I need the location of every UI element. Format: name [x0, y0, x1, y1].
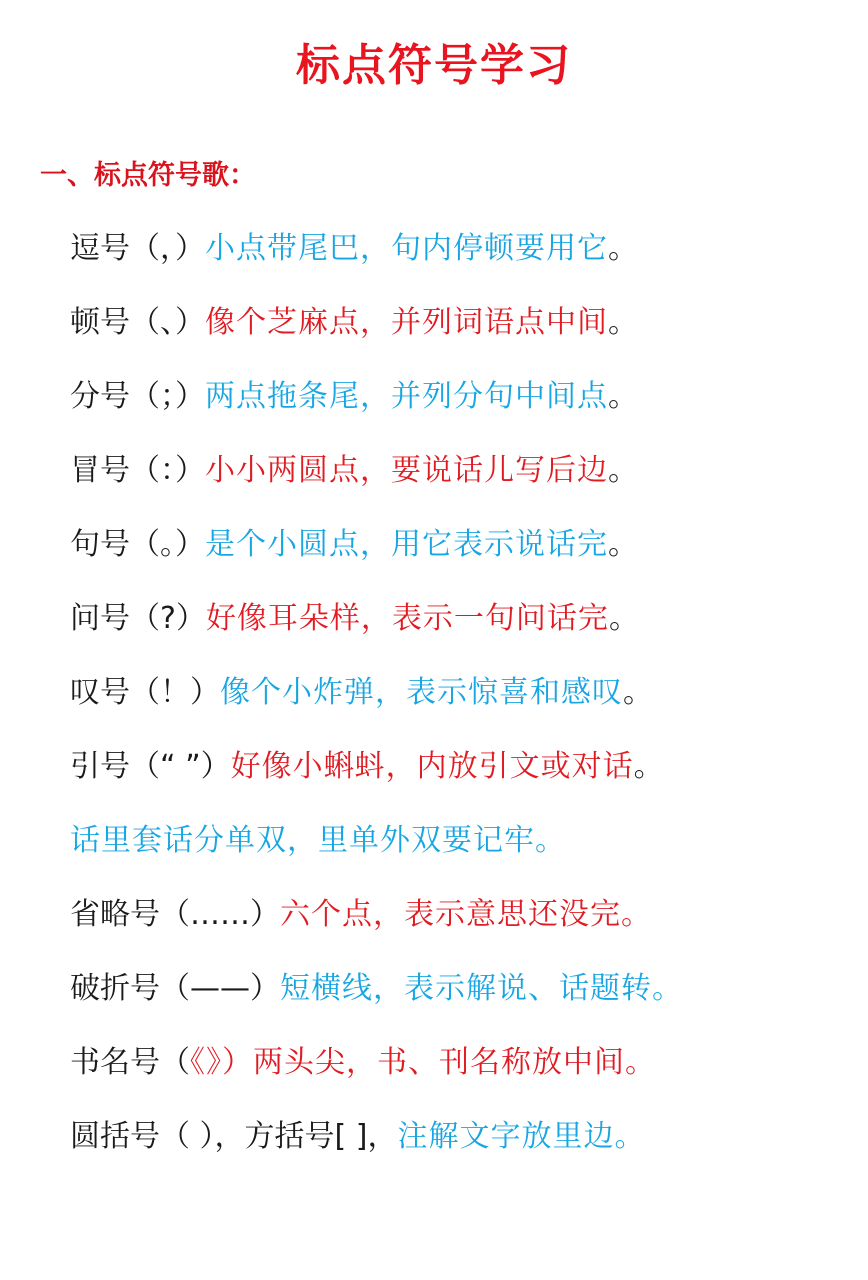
line-quotation-rule	[70, 819, 850, 893]
punct-desc: 小点带尾巴，句内停顿要用它	[205, 231, 608, 266]
punct-desc: 小小两圆点，要说话儿写后边	[205, 453, 608, 488]
punct-desc: 短横线，表示解说、话题转	[280, 971, 652, 1006]
punct-desc: 是个小圆点，用它表示说话完	[205, 527, 608, 562]
punct-desc: 话里套话分单双，里单外双要记牢	[70, 823, 535, 858]
period-mark: 。	[614, 1119, 646, 1154]
period-mark: 。	[633, 749, 664, 784]
punct-name: 省略号（……）	[70, 897, 280, 932]
line-title-marks	[70, 1041, 850, 1115]
line-semicolon	[70, 375, 850, 449]
period-mark: 。	[608, 601, 639, 636]
punct-desc: 六个点，表示意思还没完	[280, 897, 621, 932]
punct-name: 逗号（，）	[70, 231, 205, 266]
punct-name: 叹号（！）	[70, 675, 220, 710]
line-brackets	[70, 1115, 850, 1189]
period-mark: 。	[625, 1045, 656, 1080]
punct-name: 书名号（	[70, 1045, 190, 1080]
punct-desc: 像个芝麻点，并列词语点中间	[205, 305, 608, 340]
line-quotation	[70, 745, 850, 819]
punct-name: 圆括号（ ），方括号[ ]，	[70, 1119, 398, 1154]
punct-name: 破折号（——）	[70, 971, 280, 1006]
line-enumeration-comma	[70, 301, 850, 375]
section-heading: 一、标点符号歌：	[40, 160, 256, 191]
period-mark: 。	[623, 675, 653, 710]
period-mark: 。	[621, 897, 652, 932]
line-exclamation	[70, 671, 850, 745]
punct-desc: 像个小炸弹，表示惊喜和感叹	[220, 675, 623, 710]
punct-name: 分号（；）	[70, 379, 205, 414]
song-lines	[70, 227, 850, 1189]
punct-desc: 注解文字放里边	[397, 1119, 615, 1154]
punct-desc: 《》）两头尖，书、刊名称放中间	[190, 1045, 625, 1080]
line-period	[70, 523, 850, 597]
line-colon	[70, 449, 850, 523]
line-ellipsis	[70, 893, 850, 967]
line-question-mark	[70, 597, 850, 671]
period-mark: 。	[608, 305, 638, 340]
punct-name: 冒号（：）	[70, 453, 205, 488]
punct-name: 顿号（、）	[70, 305, 205, 340]
period-mark: 。	[608, 453, 638, 488]
punct-desc: 两点拖条尾，并列分句中间点	[205, 379, 608, 414]
punct-desc: 好像小蝌蚪，内放引文或对话	[230, 749, 634, 784]
period-mark: 。	[608, 231, 638, 266]
punct-name: 问号（?）	[70, 601, 206, 636]
punct-name: 句号（。）	[70, 527, 205, 562]
punct-name: 引号（“ ”）	[70, 749, 231, 784]
punct-desc: 好像耳朵样，表示一句问话完	[205, 601, 609, 636]
line-comma	[70, 227, 850, 301]
period-mark: 。	[652, 971, 683, 1006]
page-title: 标点符号学习	[296, 40, 572, 91]
period-mark: 。	[608, 527, 638, 562]
period-mark: 。	[535, 823, 566, 858]
period-mark: 。	[608, 379, 638, 414]
line-dash	[70, 967, 850, 1041]
